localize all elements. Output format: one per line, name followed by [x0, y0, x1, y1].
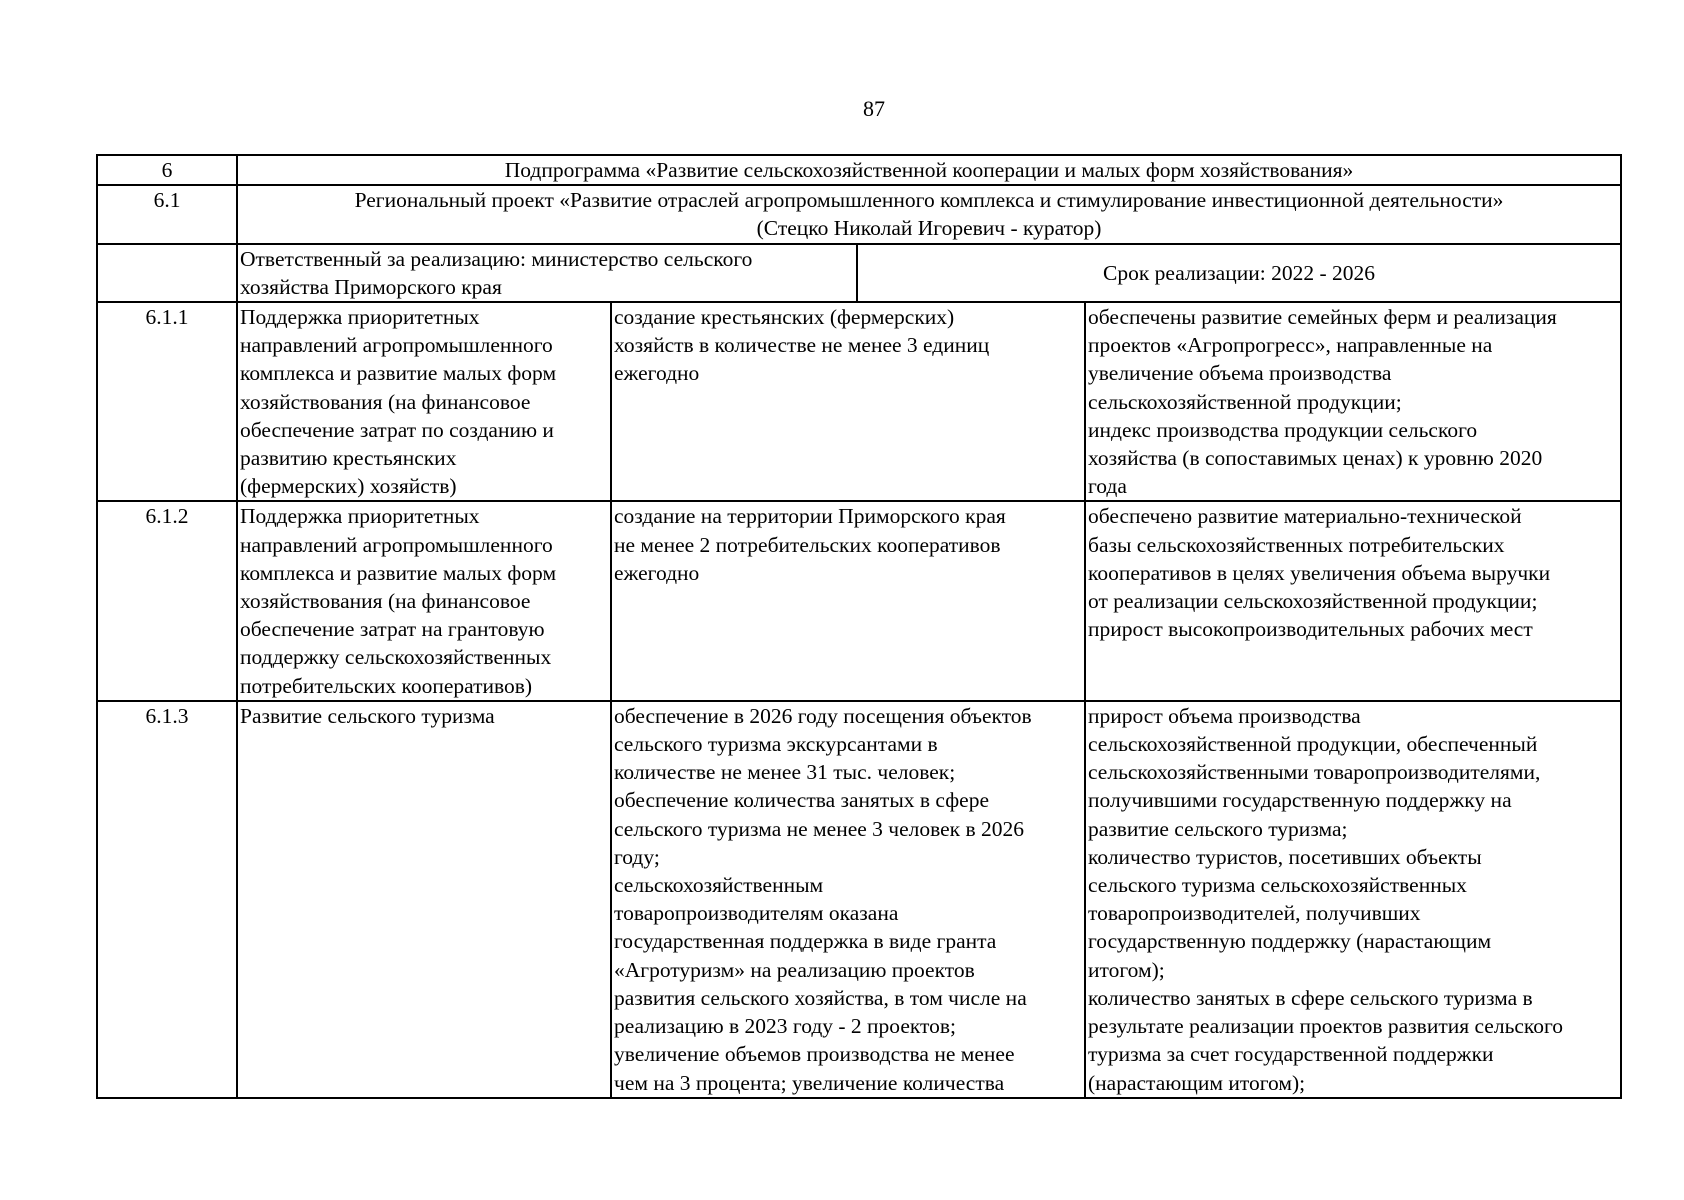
responsible-party: Ответственный за реализацию: министерство сельского хозяйства Приморского края: [237, 244, 857, 302]
responsible-empty-cell: [97, 244, 237, 302]
row-number: 6.1.2: [97, 501, 237, 700]
project-title: [237, 185, 1621, 243]
subprogram-number: 6: [97, 155, 237, 185]
measure-name: Поддержка приоритетных направлений агропромышленного комплекса и развитие малых форм хозяйствования (на финансовое обеспечение затрат по созданию и развитию крестьянских (фермерских) хозяйств): [237, 302, 611, 501]
measure-result: обеспечены развитие семейных ферм и реализация проектов «Агропрогресс», направленные на увеличение объема производства сельскохозяйственной продукции; индекс производства продукции сельского хозяйства (в сопоставимых ценах) к уровню 2020 года: [1085, 302, 1621, 501]
subprogram-title: Подпрограмма «Развитие сельскохозяйственной кооперации и малых форм хозяйствования»: [237, 155, 1621, 185]
measure-name: Поддержка приоритетных направлений агропромышленного комплекса и развитие малых форм хозяйствования (на финансовое обеспечение затрат на грантовую поддержку сельскохозяйственных потребительских кооперативов): [237, 501, 611, 700]
measure-task: создание крестьянских (фермерских) хозяйств в количестве не менее 3 единиц ежегодно: [611, 302, 1085, 501]
page-number: 87: [863, 96, 885, 121]
project-curator: (Стецко Николай Игоревич - куратор): [756, 216, 1102, 241]
program-table: [96, 154, 1622, 1099]
table-row: [97, 501, 1621, 700]
table-row: [97, 302, 1621, 501]
responsible-row: [97, 244, 1621, 302]
row-number: 6.1.3: [97, 701, 237, 1098]
implementation-period: Срок реализации: 2022 - 2026: [857, 244, 1621, 302]
project-row: [97, 185, 1621, 243]
subprogram-row: [97, 155, 1621, 185]
measure-name: Развитие сельского туризма: [237, 701, 611, 1098]
project-number: 6.1: [97, 185, 237, 243]
row-number: 6.1.1: [97, 302, 237, 501]
measure-result: обеспечено развитие материально-технической базы сельскохозяйственных потребительских кооперативов в целях увеличения объема выручки от реализации сельскохозяйственной продукции; прирост высокопроизводительных рабочих мест: [1085, 501, 1621, 700]
measure-result: прирост объема производства сельскохозяйственной продукции, обеспеченный сельскохозяйственными товаропроизводителями, получившими государственную поддержку на развитие сельского туризма; количество туристов, посетивших объекты сельского туризма сельскохозяйственных товаропроизводителей, получивших государственную поддержку (нарастающим итогом); количество занятых в сфере сельского туризма в результате реализации проектов развития сельского туризма за счет государственной поддержки (нарастающим итогом);: [1085, 701, 1621, 1098]
measure-task: обеспечение в 2026 году посещения объектов сельского туризма экскурсантами в количестве не менее 31 тыс. человек; обеспечение количества занятых в сфере сельского туризма не менее 3 человек в 2026 году; сельскохозяйственным товаропроизводителям оказана государственная поддержка в виде гранта «Агротуризм» на реализацию проектов развития сельского хозяйства, в том числе на реализацию в 2023 году - 2 проектов; увеличение объемов производства не менее чем на 3 процента; увеличение количества: [611, 701, 1085, 1098]
measure-task: создание на территории Приморского края не менее 2 потребительских кооперативов ежегодно: [611, 501, 1085, 700]
project-title-line1: Региональный проект «Развитие отраслей агропромышленного комплекса и стимулирование инвестиционной деятельности»: [354, 188, 1504, 213]
table-row: [97, 701, 1621, 1098]
